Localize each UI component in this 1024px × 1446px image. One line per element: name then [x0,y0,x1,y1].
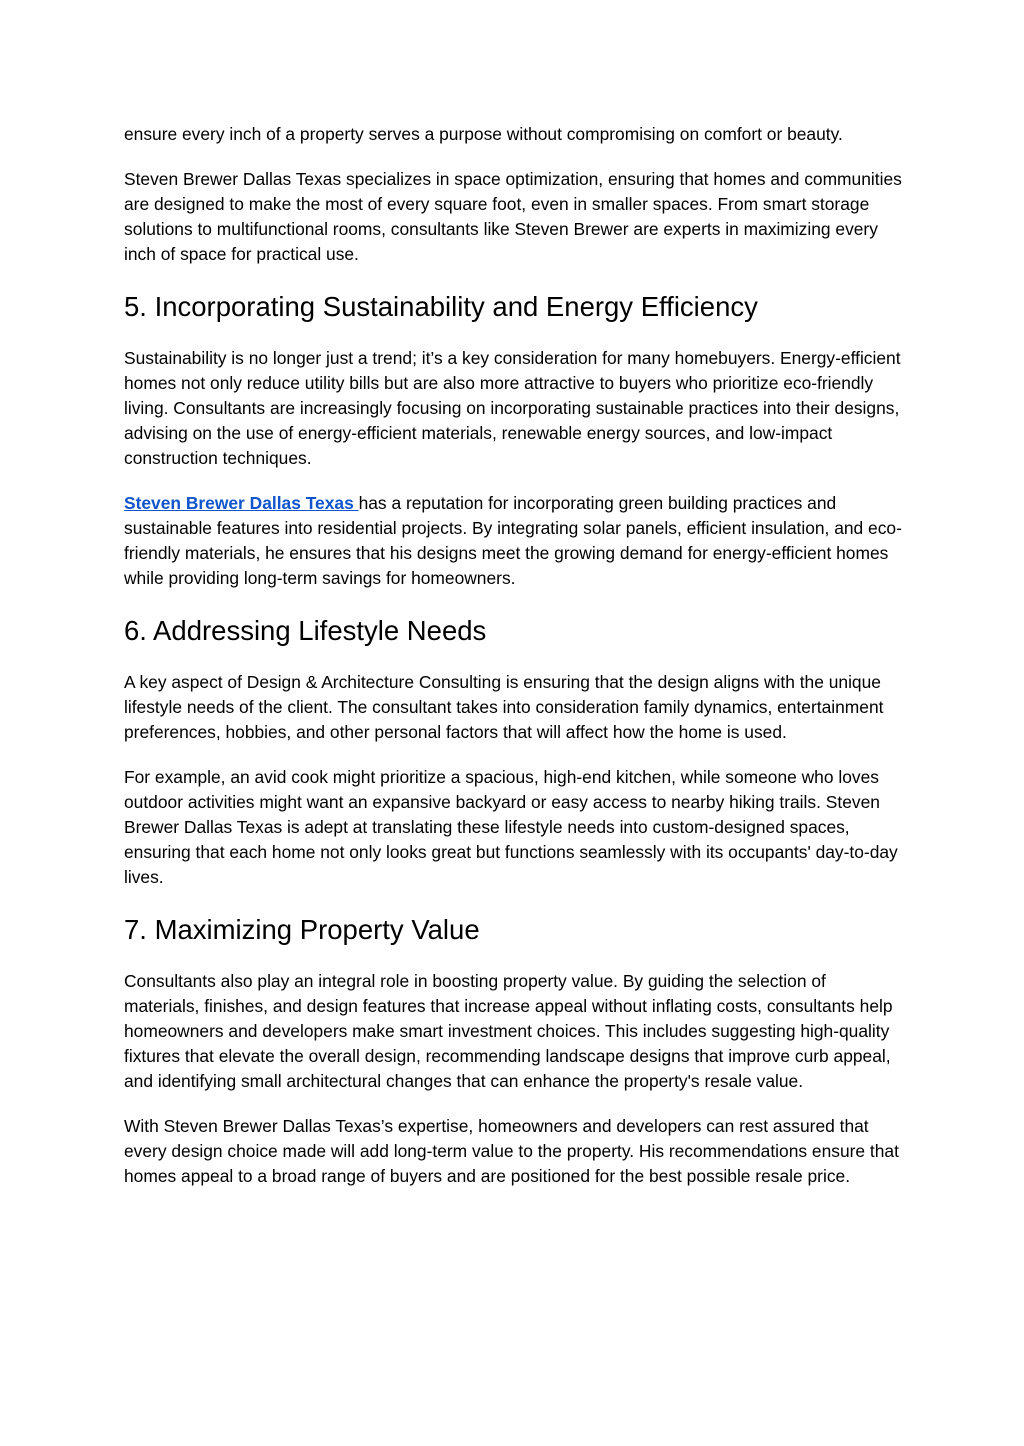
steven-brewer-link[interactable]: Steven Brewer Dallas Texas [124,493,359,513]
paragraph-property-value-2: With Steven Brewer Dallas Texas’s expertise, homeowners and developers can rest assured that every design choice made will add long-term value to the property. His recommendations ensure that homes appeal to a broad range of buyers and are positioned for the best possible resale price. [124,1116,899,1186]
paragraph-lifestyle-1: A key aspect of Design & Architecture Consulting is ensuring that the design aligns with the unique lifestyle needs of the client. The consultant takes into consideration family dynamics, entertainment preferences, hobbies, and other personal factors that will affect how the home is used. [124,672,884,742]
paragraph-space-optimization: Steven Brewer Dallas Texas specializes in space optimization, ensuring that homes and communities are designed to make the most of every square foot, even in smaller spaces. From smart storage solutions to multifunctional rooms, consultants like Steven Brewer are experts in maximizing every inch of space for practical use. [124,169,902,264]
heading-property-value: 7. Maximizing Property Value [124,914,480,945]
paragraph-sustainability-2-text: has a reputation for incorporating green building practices and sustainable features into residential projects. By integrating solar panels, efficient insulation, and eco-friendly materials, he ensures that his designs meet the growing demand for energy-efficient homes while providing long-term savings for homeowners. [124,493,902,588]
paragraph-lifestyle-2: For example, an avid cook might prioritize a spacious, high-end kitchen, while someone who loves outdoor activities might want an expansive backyard or easy access to nearby hiking trails. Steven Brewer Dallas Texas is adept at translating these lifestyle needs into custom-designed spaces, ensuring that each home not only looks great but functions seamlessly with its occupants' day-to-day lives. [124,767,898,887]
paragraph-intro: ensure every inch of a property serves a purpose without compromising on comfort or beauty. [124,124,843,144]
heading-lifestyle-needs: 6. Addressing Lifestyle Needs [124,615,487,646]
document-page [124,122,904,1209]
paragraph-sustainability-1: Sustainability is no longer just a trend; it’s a key consideration for many homebuyers. Energy-efficient homes not only reduce utility bills but are also more attractive to buyers who prioritize eco-friendly living. Consultants are increasingly focusing on incorporating sustainable practices into their designs, advising on the use of energy-efficient materials, renewable energy sources, and low-impact construction techniques. [124,348,901,468]
heading-sustainability: 5. Incorporating Sustainability and Energy Efficiency [124,291,758,322]
paragraph-property-value-1: Consultants also play an integral role in boosting property value. By guiding the selection of materials, finishes, and design features that increase appeal without inflating costs, consultants help homeowners and developers make smart investment choices. This includes suggesting high-quality fixtures that elevate the overall design, recommending landscape designs that improve curb appeal, and identifying small architectural changes that can enhance the property's resale value. [124,971,893,1091]
paragraph-sustainability-2 [124,491,904,591]
